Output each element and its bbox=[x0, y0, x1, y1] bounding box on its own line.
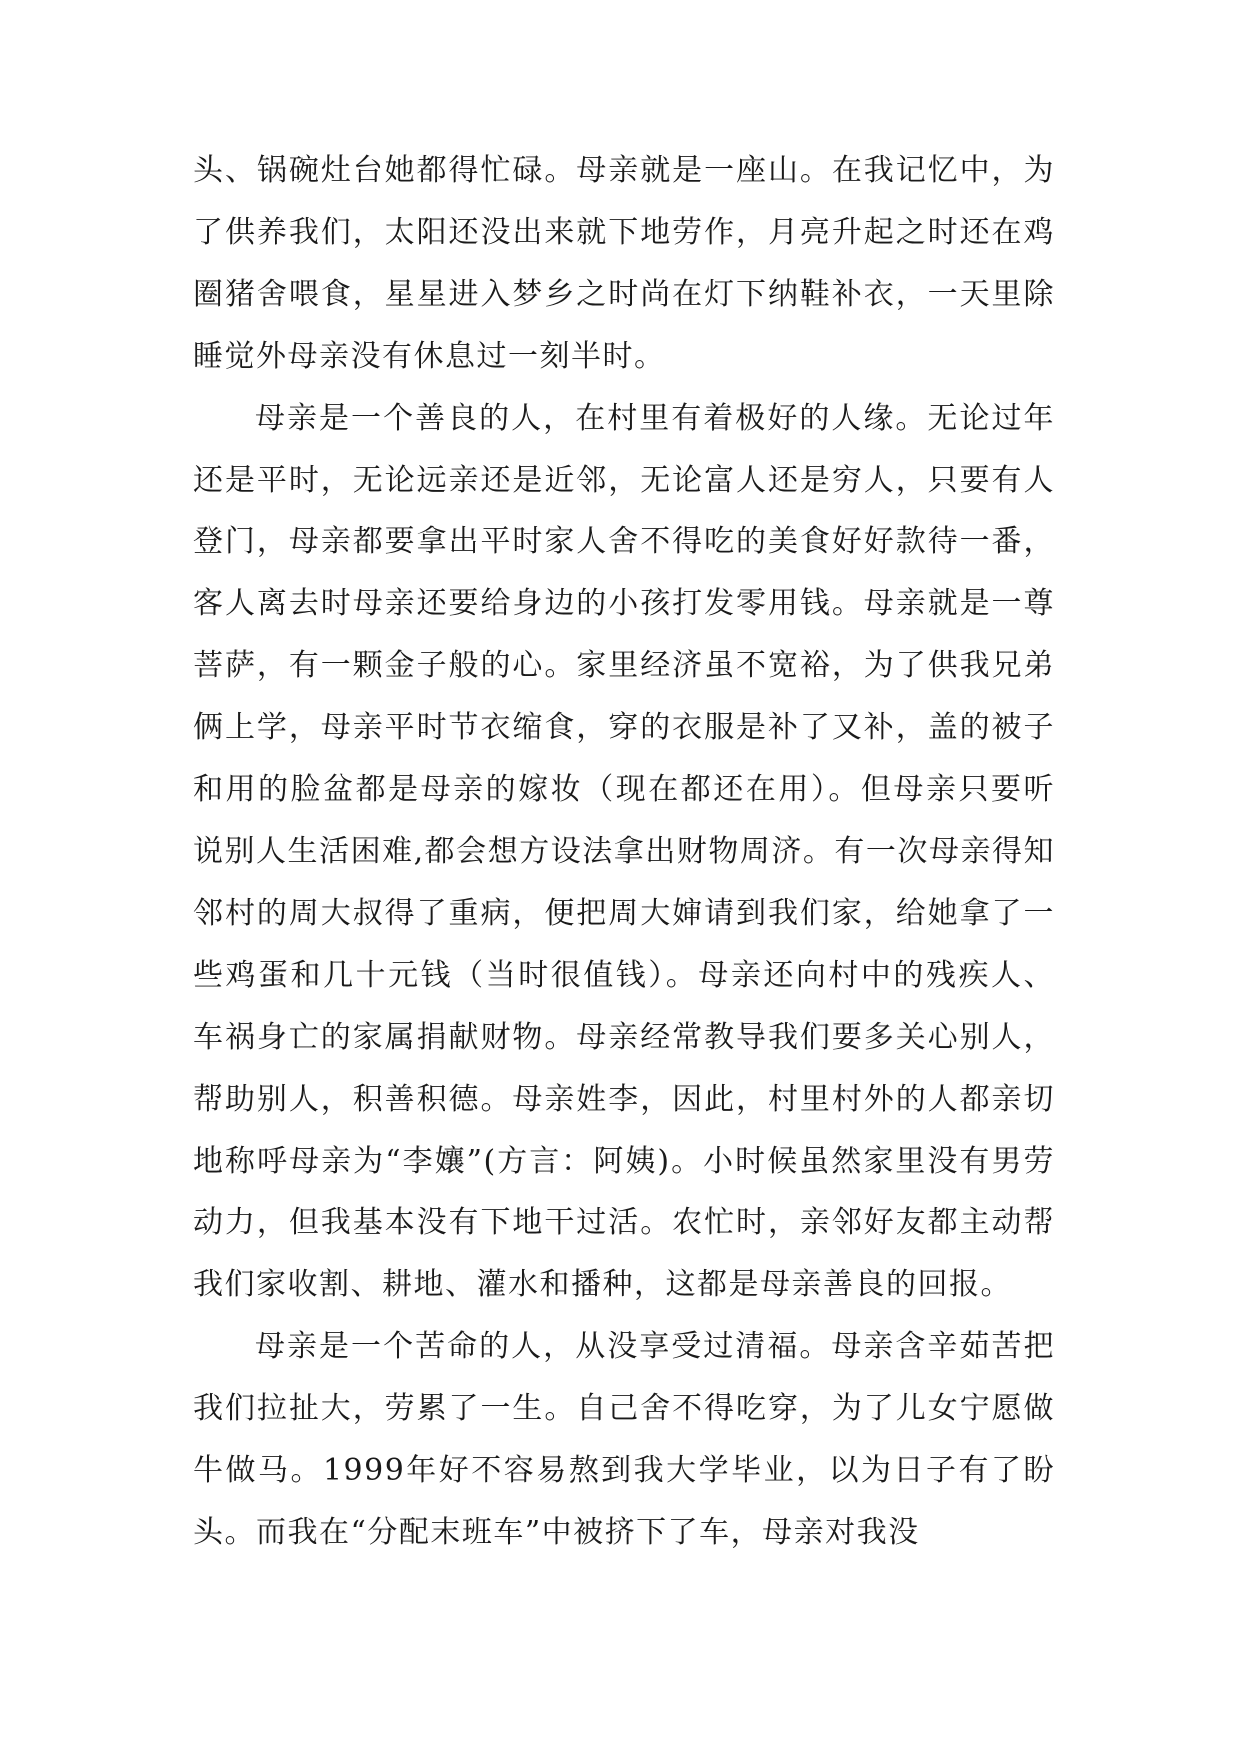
paragraph-hardship: 母亲是一个苦命的人，从没享受过清福。母亲含辛茹苦把我们拉扯大，劳累了一生。自己舍不得吃穿，为了儿女宁愿做牛做马。1999年好不容易熬到我大学毕业，以为日子有了盼头。而我在“分配末班车”中被挤下了车，母亲对我没 bbox=[193, 1329, 1055, 1550]
paragraph-continuation: 头、锅碗灶台她都得忙碌。母亲就是一座山。在我记忆中，为了供养我们，太阳还没出来就下地劳作，月亮升起之时还在鸡圈猪舍喂食，星星进入梦乡之时尚在灯下纳鞋补衣，一天里除睡觉外母亲没有休息过一刻半时。 bbox=[193, 153, 1055, 374]
body-text bbox=[193, 140, 1055, 1564]
paragraph-kindness: 母亲是一个善良的人，在村里有着极好的人缘。无论过年还是平时，无论远亲还是近邻，无论富人还是穷人，只要有人登门，母亲都要拿出平时家人舍不得吃的美食好好款待一番，客人离去时母亲还要给身边的小孩打发零用钱。母亲就是一尊菩萨，有一颗金子般的心。家里经济虽不宽裕，为了供我兄弟俩上学，母亲平时节衣缩食，穿的衣服是补了又补，盖的被子和用的脸盆都是母亲的嫁妆（现在都还在用）。但母亲只要听说别人生活困难,都会想方设法拿出财物周济。有一次母亲得知邻村的周大叔得了重病，便把周大婶请到我们家，给她拿了一些鸡蛋和几十元钱（当时很值钱）。母亲还向村中的残疾人、车祸身亡的家属捐献财物。母亲经常教导我们要多关心别人，帮助别人，积善积德。母亲姓李，因此，村里村外的人都亲切地称呼母亲为“李孃”(方言：阿姨)。小时候虽然家里没有男劳动力，但我基本没有下地干过活。农忙时，亲邻好友都主动帮我们家收割、耕地、灌水和播种，这都是母亲善良的回报。 bbox=[193, 400, 1055, 1303]
